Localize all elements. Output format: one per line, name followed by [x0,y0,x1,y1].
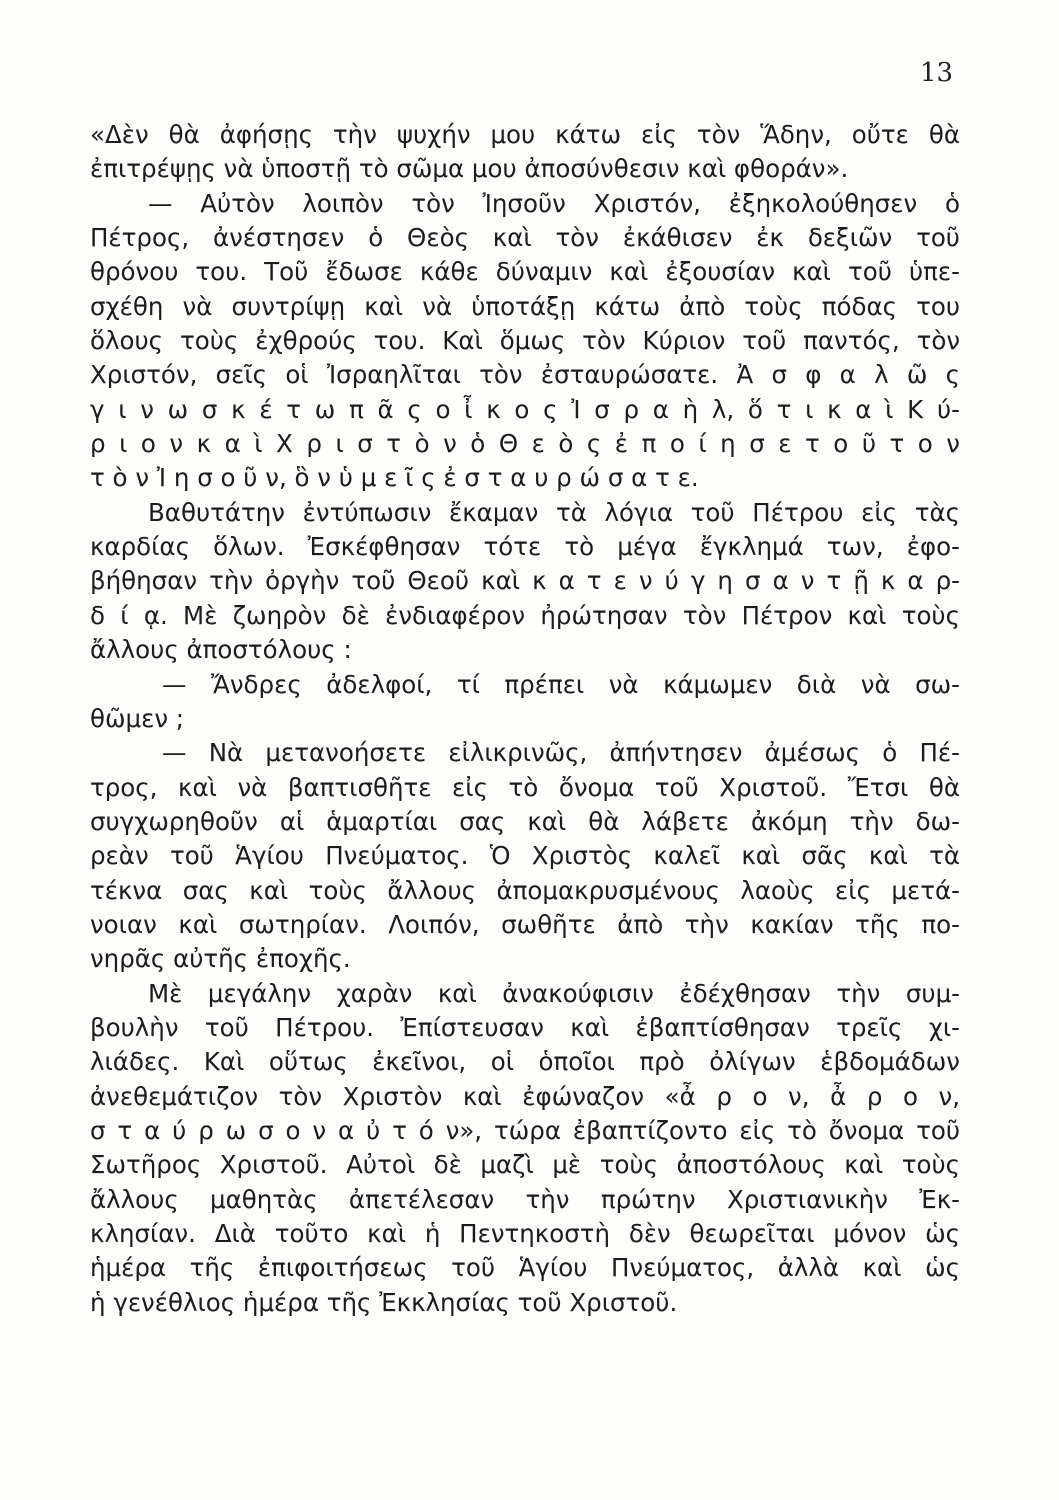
text-line: — Αὐτὸν λοιπὸν τὸν Ἰησοῦν Χριστόν, ἐξηκολούθησεν ὁ [148,188,960,218]
text-line: ἡ γενέθλιος ἡμέρα τῆς Ἐκκλησίας τοῦ Χριστοῦ. [90,1287,678,1317]
text-line: καρδίας ὅλων. Ἐσκέφθησαν τότε τὸ μέγα ἔγκλημά των, ἐφο- [90,532,960,562]
text-line: Βαθυτάτην ἐντύπωσιν ἔκαμαν τὰ λόγια τοῦ Πέτρου εἰς τὰς [148,497,960,527]
text-line: Σωτῆρος Χριστοῦ. Αὐτοὶ δὲ μαζὶ μὲ τοὺς ἀποστόλους καὶ τοὺς [90,1150,960,1180]
text-line: τρος, καὶ νὰ βαπτισθῆτε εἰς τὸ ὄνομα τοῦ Χριστοῦ. Ἔτσι θὰ [90,772,960,802]
text-line: ἐπιτρέψῃς νὰ ὑποστῇ τὸ σῶμα μου ἀποσύνθεσιν καὶ φθοράν». [90,154,849,184]
text-line: λιάδες. Καὶ οὕτως ἐκεῖνοι, οἱ ὁποῖοι πρὸ ὀλίγων ἑβδομάδων [90,1047,960,1077]
text-line: θῶμεν ; [90,703,185,733]
text-line: ἄλλους μαθητὰς ἀπετέλεσαν τὴν πρώτην Χριστιανικὴν Ἐκ- [90,1184,960,1214]
text-line: βήθησαν τὴν ὀργὴν τοῦ Θεοῦ καὶ κ α τ ε ν ύ γ η σ α ν τ ῇ κ α ρ- [90,566,960,596]
text-line: κλησίαν. Διὰ τοῦτο καὶ ἡ Πεντηκοστὴ δὲν θεωρεῖται μόνον ὡς [90,1219,960,1248]
text-line: ὅλους τοὺς ἐχθρούς του. Καὶ ὅμως τὸν Κύριον τοῦ παντός, τὸν [90,326,960,356]
page-number: 13 [920,58,954,88]
text-line: συγχωρηθοῦν αἱ ἁμαρτίαι σας καὶ θὰ λάβετε ἀκόμη τὴν δω- [90,806,960,836]
text-line: Μὲ μεγάλην χαρὰν καὶ ἀνακούφισιν ἐδέχθησαν τὴν συμ- [148,978,960,1008]
text-line: σ τ α ύ ρ ω σ ο ν α ὐ τ ό ν», τώρα ἐβαπτίζοντο εἰς τὸ ὄνομα τοῦ [90,1115,960,1145]
text-line: βουλὴν τοῦ Πέτρου. Ἐπίστευσαν καὶ ἐβαπτίσθησαν τρεῖς χι- [90,1012,960,1042]
text-line: νοιαν καὶ σωτηρίαν. Λοιπόν, σωθῆτε ἀπὸ τὴν κακίαν τῆς πο- [90,909,960,939]
text-line: — Ἄνδρες ἀδελφοί, τί πρέπει νὰ κάμωμεν διὰ νὰ σω- [162,669,960,699]
text-line: Πέτρος, ἀνέστησεν ὁ Θεὸς καὶ τὸν ἐκάθισεν ἐκ δεξιῶν τοῦ [90,223,960,253]
text-line: Χριστόν, σεῖς οἱ Ἰσραηλῖται τὸν ἐσταυρώσατε. Ἀ σ φ α λ ῶ ς [90,360,960,390]
body-text [90,118,960,1320]
text-line: γ ι ν ω σ κ έ τ ω π ᾶ ς ο ἶ κ ο ς Ἰ σ ρ α ὴ λ, ὅ τ ι κ α ὶ Κ ύ- [90,394,960,424]
text-line: νηρᾶς αὐτῆς ἐποχῆς. [90,944,351,974]
text-line: ἀνεθεμάτιζον τὸν Χριστὸν καὶ ἐφώναζον «ἆ ρ ο ν, ἆ ρ ο ν, [90,1081,960,1111]
text-line: ρεὰν τοῦ Ἁγίου Πνεύματος. Ὁ Χριστὸς καλεῖ καὶ σᾶς καὶ τὰ [90,841,960,871]
text-line: δ ί ᾳ. Μὲ ζωηρὸν δὲ ἐνδιαφέρον ἠρώτησαν τὸν Πέτρον καὶ τοὺς [90,600,960,630]
text-line: σχέθη νὰ συντρίψῃ καὶ νὰ ὑποτάξῃ κάτω ἀπὸ τοὺς πόδας του [90,291,960,321]
text-line: ρ ι ο ν κ α ὶ Χ ρ ι σ τ ὸ ν ὁ Θ ε ὸ ς ἐ π ο ί η σ ε τ ο ῦ τ ο ν [90,429,960,459]
text-line: «Δὲν θὰ ἀφήσῃς τὴν ψυχήν μου κάτω εἰς τὸν Ἅδην, οὔτε θὰ [90,120,960,149]
text-line: ἡμέρα τῆς ἐπιφοιτήσεως τοῦ Ἁγίου Πνεύματος, ἀλλὰ καὶ ὡς [90,1253,960,1283]
text-line: θρόνου του. Τοῦ ἔδωσε κάθε δύναμιν καὶ ἐξουσίαν καὶ τοῦ ὑπε- [90,257,960,287]
text-line: τ ὸ ν Ἰ η σ ο ῦ ν, ὃ ν ὑ μ ε ῖ ς ἐ σ τ α υ ρ ώ σ α τ ε. [90,463,699,493]
text-line: — Νὰ μετανοήσετε εἰλικρινῶς, ἀπήντησεν ἀμέσως ὁ Πέ- [162,738,960,768]
text-line: τέκνα σας καὶ τοὺς ἄλλους ἀπομακρυσμένους λαοὺς εἰς μετά- [90,875,960,905]
text-line: ἄλλους ἀποστόλους : [90,635,352,665]
